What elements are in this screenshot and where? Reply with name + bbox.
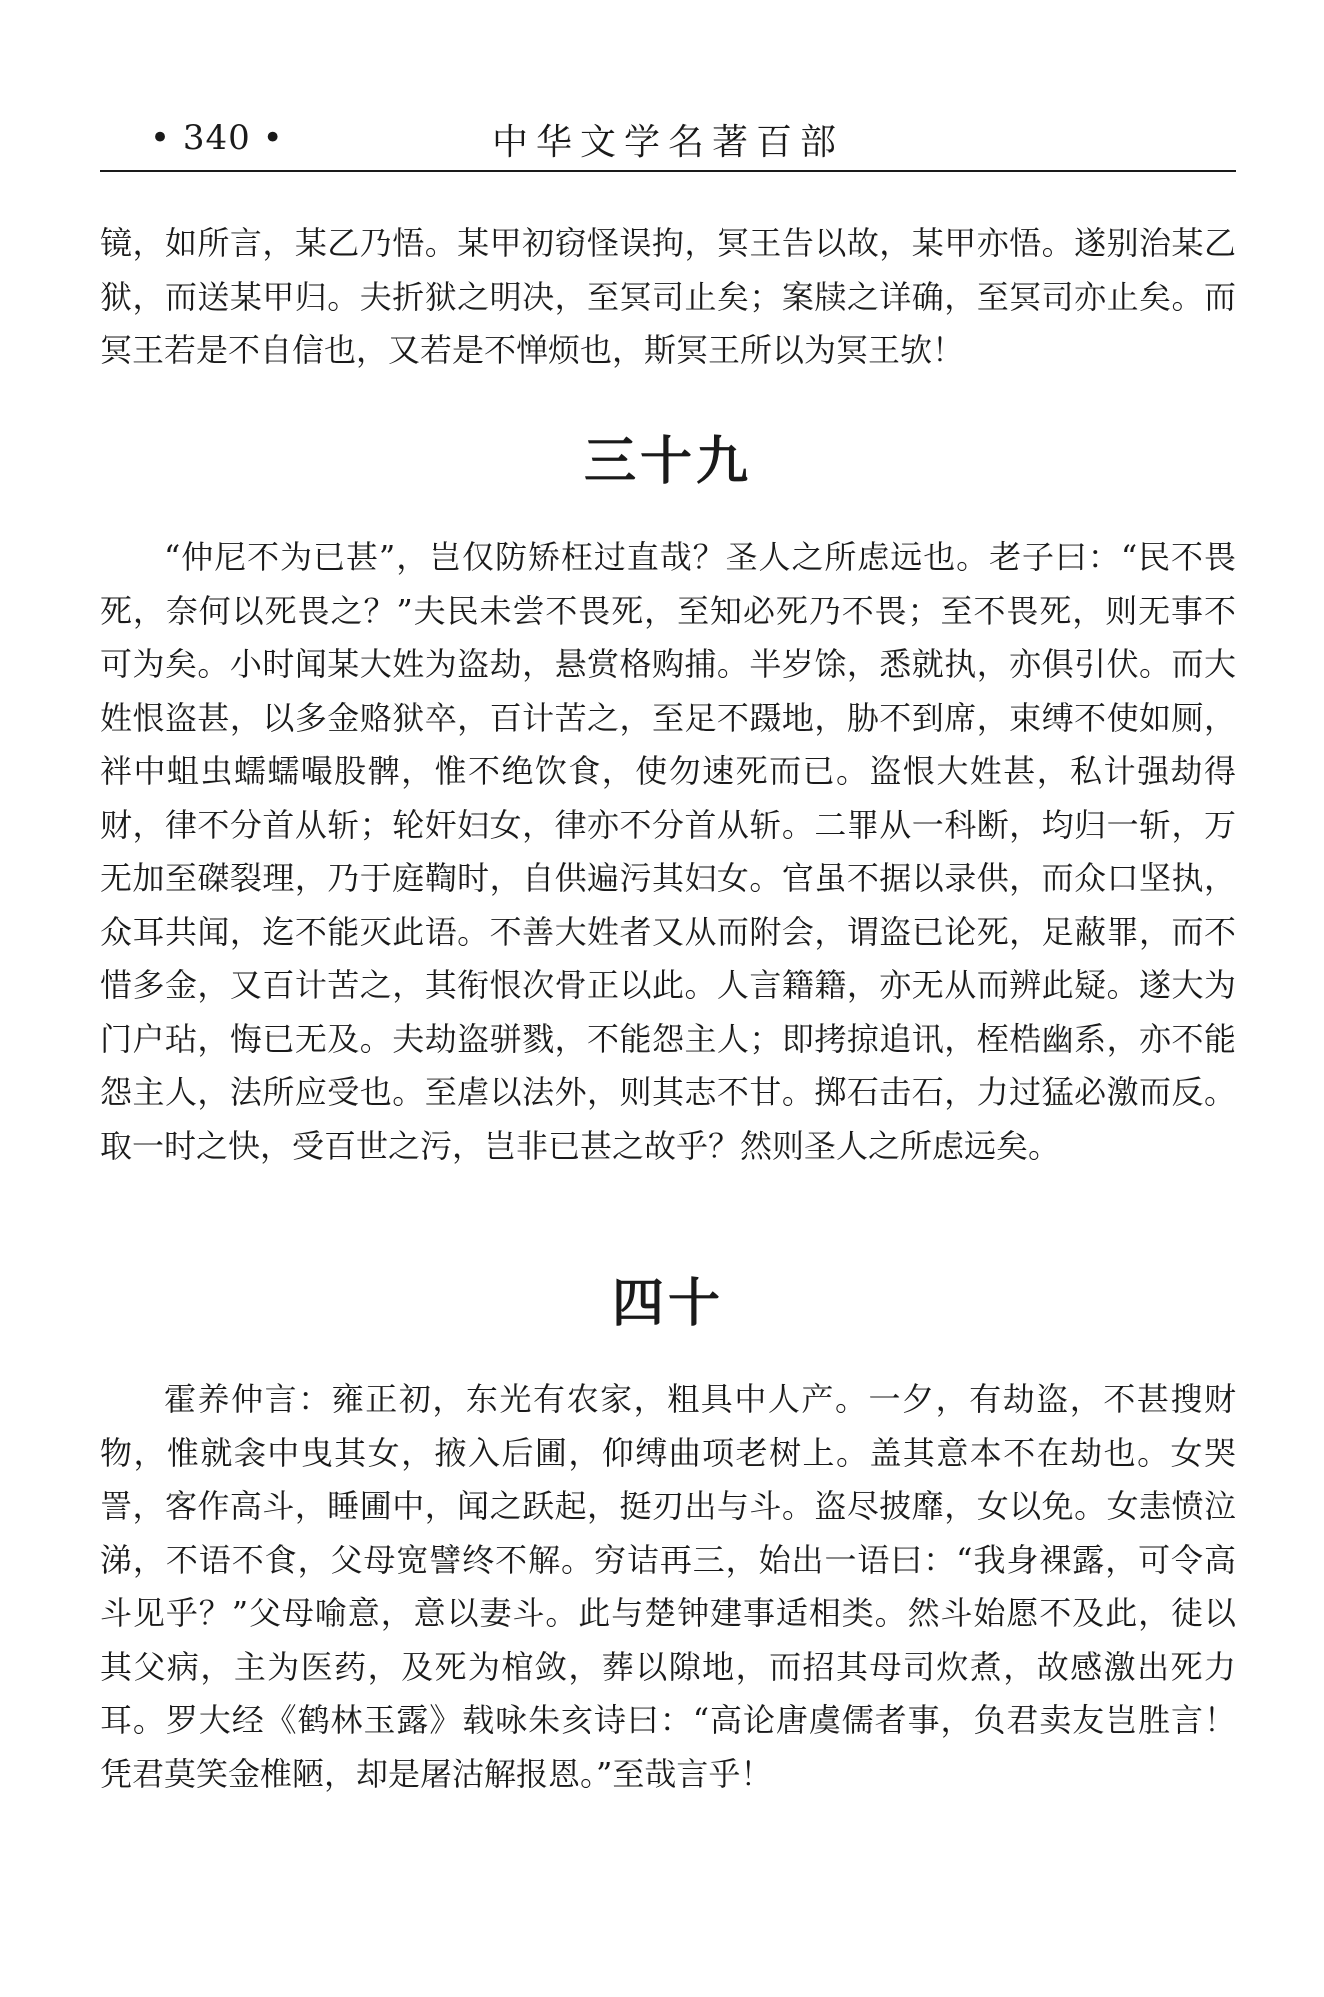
section-title-39: 三十九	[583, 431, 752, 492]
paragraph-continued: 镜，如所言，某乙乃悟。某甲初窃怪误拘，冥王告以故，某甲亦悟。遂别治某乙狱，而送某甲归。夫折狱之明决，至冥司止矣；案牍之详确，至冥司亦止矣。而冥王若是不自信也，又若是不惮烦也，斯冥王所以为冥王欤！	[100, 224, 1236, 369]
paragraph-section-39: “仲尼不为已甚”，岂仅防矫枉过直哉？圣人之所虑远也。老子曰：“民不畏死，奈何以死畏之？”夫民未尝不畏死，至知必死乃不畏；至不畏死，则无事不可为矣。小时闻某大姓为盗劫，悬赏格购捕。半岁馀，悉就执，亦俱引伏。而大姓恨盗甚，以多金赂狱卒，百计苦之，至足不蹑地，胁不到席，束缚不使如厕，袢中蛆虫蠕蠕嘬股髀，惟不绝饮食，使勿速死而已。盗恨大姓甚，私计强劫得财，律不分首从斩；轮奸妇女，律亦不分首从斩。二罪从一科断，均归一斩，万无加至磔裂理，乃于庭鞫时，自供遍污其妇女。官虽不据以录供，而众口坚执，众耳共闻，迄不能灭此语。不善大姓者又从而附会，谓盗已论死，足蔽罪，而不惜多金，又百计苦之，其衔恨次骨正以此。人言籍籍，亦无从而辨此疑。遂大为门户玷，悔已无及。夫劫盗骈戮，不能怨主人；即拷掠追讯，桎梏幽系，亦不能怨主人，法所应受也。至虐以法外，则其志不甘。掷石击石，力过猛必激而反。取一时之快，受百世之污，岂非已甚之故乎？然则圣人之所虑远矣。	[100, 538, 1236, 1165]
header-rule	[100, 170, 1236, 172]
section-title-40: 四十	[611, 1273, 724, 1334]
running-title: 中华文学名著百部	[491, 122, 844, 163]
paragraph-section-40: 霍养仲言：雍正初，东光有农家，粗具中人产。一夕，有劫盗，不甚搜财物，惟就衾中曳其女，掖入后圃，仰缚曲项老树上。盖其意本不在劫也。女哭詈，客作高斗，睡圃中，闻之跃起，挺刃出与斗。盗尽披靡，女以免。女恚愤泣涕，不语不食，父母宽譬终不解。穷诘再三，始出一语曰：“我身裸露，可令高斗见乎？”父母喻意，意以妻斗。此与楚钟建事适相类。然斗始愿不及此，徒以其父病，主为医药，及死为棺敛，葬以隙地，而招其母司炊煮，故感激出死力耳。罗大经《鹤林玉露》载咏朱亥诗曰：“高论唐虞儒者事，负君卖友岂胜言！凭君莫笑金椎陋，却是屠沽解报恩。”至哉言乎！	[100, 1380, 1236, 1793]
page-header	[100, 108, 1236, 170]
page-number: • 340 •	[150, 118, 284, 158]
book-page	[100, 0, 1236, 1997]
